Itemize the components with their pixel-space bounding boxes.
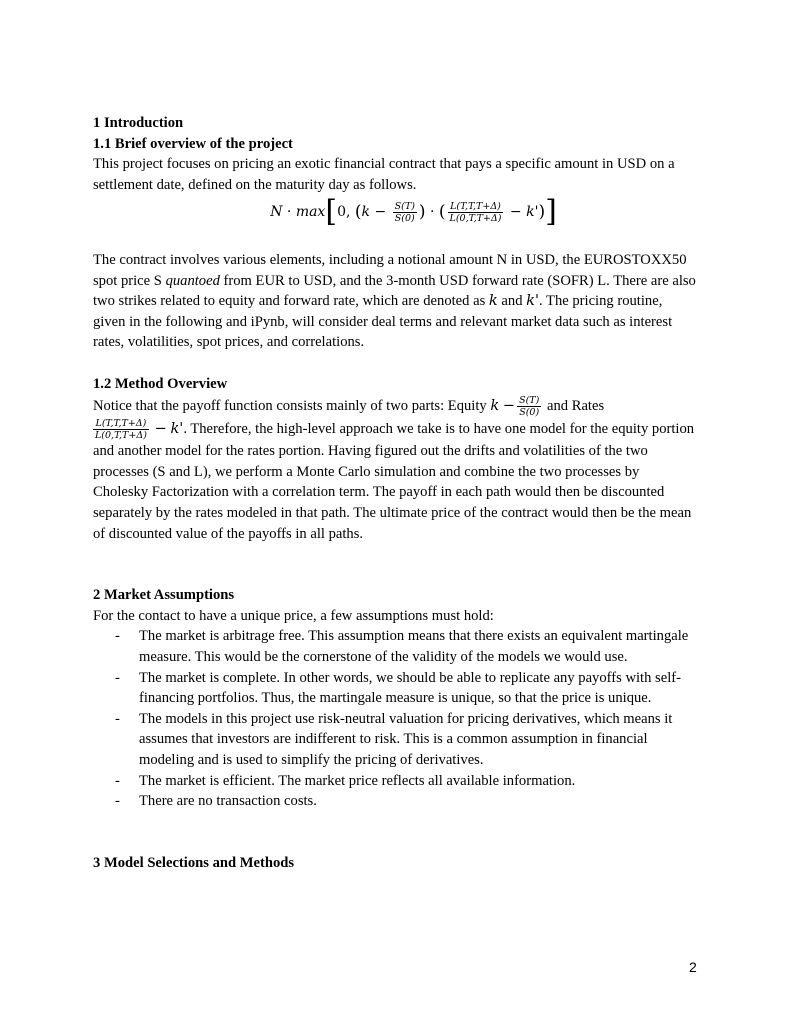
list-item: - The market is arbitrage free. This assumption means that there exists an equivalent martingale measure. This would be the cornerstone of the validity of the models we would use. bbox=[115, 628, 689, 666]
payoff-formula: N · max[0, (k − $\frac{S(T)}{S(0)}$ ) · ( $\frac{L(T,T,T+\Delta)}{L(0,T,T+\Delta)}$ − k')] bbox=[270, 194, 557, 230]
page-content bbox=[93, 113, 698, 873]
list-item: - The market is efficient. The market price reflects all available information. bbox=[115, 772, 576, 789]
section-heading-market-assumptions: 2 Market Assumptions bbox=[93, 587, 235, 604]
list-item: - There are no transaction costs. bbox=[115, 793, 317, 810]
method-paragraph: $\frac{L(T,T,T+\Delta)}{L(0,T,T+\Delta)}$ − k'. Therefore, the high-level approach we take is to have one model for the equity portion and another model for the rates portion. Having figured out the drifts and volatilities of the two processes (S and L), we perform a Monte Carlo simulation and combine the two processes by Cholesky Factorization with a correlation term. The payoff in each path would then be discounted separately by the rates modeled in that path. The ultimate price of the contract would then be the mean of discounted value of the payoffs in all paths. bbox=[93, 418, 695, 542]
fraction-rates: $\frac{L(T,T,T+\Delta)}{L(0,T,T+\Delta)}$ bbox=[449, 200, 502, 224]
method-paragraph-first-line: Notice that the payoff function consists mainly of two parts: Equity k − $\frac{S(T)}{S(0)}$ and Rates bbox=[93, 395, 605, 419]
page-number: 2 bbox=[689, 959, 697, 975]
contract-paragraph: The contract involves various elements, including a notional amount N in USD, the EUROSTOXX50 spot price S quantoed from EUR to USD, and the 3-month USD forward rate (SOFR) L. There are also two strikes related to equity and forward rate, which are denoted as k and k'. The pricing routine, given in the following and iPynb, will consider deal terms and relevant market data such as interest rates, volatilities, spot prices, and correlations. bbox=[93, 251, 696, 351]
fraction-equity-inline: $\frac{S(T)}{S(0)}$ bbox=[519, 395, 540, 419]
market-intro: For the contact to have a unique price, a few assumptions must hold: bbox=[93, 607, 494, 624]
list-item: - The market is complete. In other words, we should be able to replicate any payoffs with self-financing portfolios. Thus, the martingale measure is unique, so that the price is unique. bbox=[115, 669, 681, 707]
section-heading-models: 3 Model Selections and Methods bbox=[93, 854, 295, 871]
fraction-equity: $\frac{S(T)}{S(0)}$ bbox=[394, 200, 415, 224]
list-item: - The models in this project use risk-neutral valuation for pricing derivatives, which means it assumes that investors are indifferent to risk. This is a common assumption in financial modeling and is used to simplify the pricing of derivatives. bbox=[115, 710, 673, 768]
subsection-heading-method: 1.2 Method Overview bbox=[93, 375, 228, 392]
overview-paragraph: This project focuses on pricing an exotic financial contract that pays a specific amount in USD on a settlement date, defined on the maturity day as follows. bbox=[93, 156, 675, 193]
fraction-rates-inline: $\frac{L(T,T,T+\Delta)}{L(0,T,T+\Delta)}$ bbox=[95, 418, 147, 442]
section-heading-introduction: 1 Introduction bbox=[93, 115, 184, 131]
subsection-heading-overview: 1.1 Brief overview of the project bbox=[93, 135, 293, 152]
assumptions-list bbox=[93, 626, 698, 811]
